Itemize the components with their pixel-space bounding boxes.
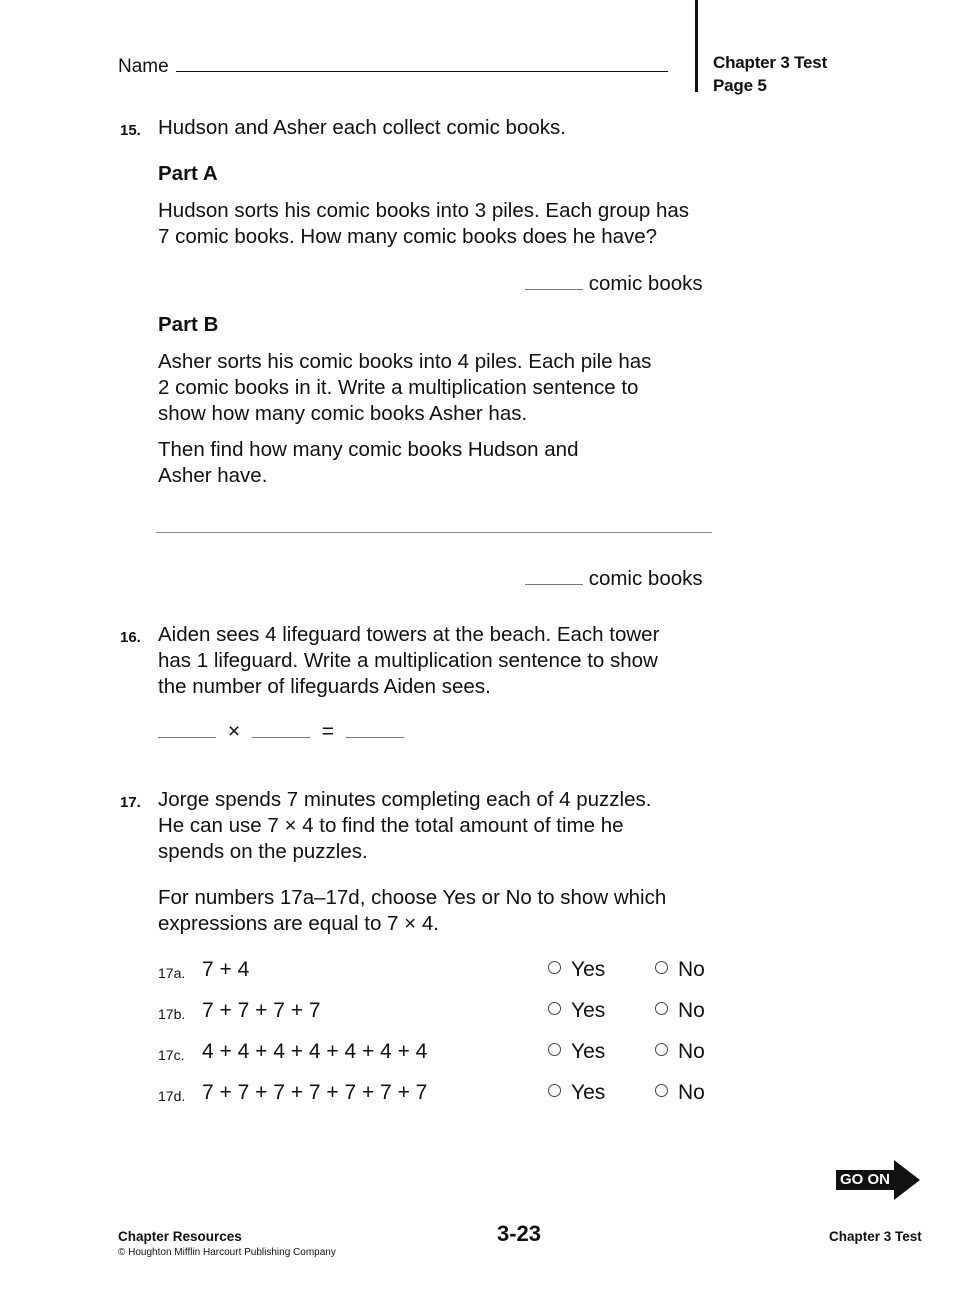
part-b-unit: comic books (588, 567, 703, 590)
yes-label: Yes (571, 1040, 606, 1063)
item-expression: 7 + 7 + 7 + 7 (202, 999, 321, 1022)
part-b-line-4: Then find how many comic books Hudson and (158, 438, 579, 461)
part-b-line-2: 2 comic books in it. Write a multiplication sentence to (158, 376, 639, 399)
radio-circle-icon[interactable] (655, 1043, 668, 1056)
part-a-answer (525, 272, 703, 296)
item-label: 17d. (158, 1088, 186, 1104)
radio-circle-icon[interactable] (548, 1043, 561, 1056)
part-a-line-2: 7 comic books. How many comic books does he have? (158, 225, 658, 248)
no-option[interactable] (655, 1081, 705, 1105)
footer-right: Chapter 3 Test (829, 1229, 922, 1244)
radio-circle-icon[interactable] (655, 961, 668, 974)
page-label: Page 5 (713, 76, 767, 95)
part-a-unit: comic books (588, 272, 703, 295)
part-b-line-3: show how many comic books Asher has. (158, 402, 528, 425)
item-expression: 4 + 4 + 4 + 4 + 4 + 4 + 4 (202, 1040, 428, 1063)
item-label: 17b. (158, 1006, 186, 1022)
part-b-sentence-line[interactable] (156, 532, 712, 533)
yes-label: Yes (571, 958, 606, 981)
question-17-line-2: He can use 7 × 4 to find the total amount of time he (158, 814, 624, 837)
part-b-line-5: Asher have. (158, 464, 268, 487)
item-expression: 7 + 4 (202, 958, 250, 981)
item-label: 17c. (158, 1047, 185, 1063)
no-label: No (678, 958, 705, 981)
question-17-number: 17. (120, 794, 141, 811)
question-15-number: 15. (120, 122, 141, 139)
go-on-arrow (836, 1160, 920, 1200)
part-a-answer-blank[interactable] (525, 288, 583, 290)
question-17-line-4: For numbers 17a–17d, choose Yes or No to show which (158, 886, 667, 909)
question-16-number: 16. (120, 629, 141, 646)
no-label: No (678, 999, 705, 1022)
name-label: Name (118, 56, 169, 77)
item-expression: 7 + 7 + 7 + 7 + 7 + 7 + 7 (202, 1081, 428, 1104)
radio-circle-icon[interactable] (548, 961, 561, 974)
part-b-line-1: Asher sorts his comic books into 4 piles. Each pile has (158, 350, 652, 373)
choice-row (158, 1081, 718, 1109)
no-option[interactable] (655, 958, 705, 982)
factor-1-blank[interactable] (158, 736, 216, 738)
page-number: 3-23 (497, 1221, 542, 1246)
part-a-title: Part A (158, 162, 218, 185)
yes-option[interactable] (548, 1040, 605, 1064)
choice-row (158, 958, 718, 986)
copyright: © Houghton Mifflin Harcourt Publishing Company (118, 1247, 336, 1258)
part-b-answer (525, 567, 703, 591)
yes-label: Yes (571, 999, 606, 1022)
radio-circle-icon[interactable] (655, 1084, 668, 1097)
yes-option[interactable] (548, 999, 605, 1023)
go-on-label: GO ON (840, 1171, 891, 1188)
no-option[interactable] (655, 1040, 705, 1064)
question-16-line-3: the number of lifeguards Aiden sees. (158, 675, 491, 698)
name-field[interactable] (176, 71, 668, 72)
question-17-line-5: expressions are equal to 7 × 4. (158, 912, 439, 935)
product-blank[interactable] (346, 736, 404, 738)
part-a-line-1: Hudson sorts his comic books into 3 piles. Each group has (158, 199, 689, 222)
footer-left: Chapter Resources (118, 1229, 242, 1244)
no-label: No (678, 1081, 705, 1104)
question-16-equation (158, 720, 404, 744)
radio-circle-icon[interactable] (548, 1002, 561, 1015)
question-16-line-1: Aiden sees 4 lifeguard towers at the beach. Each tower (158, 623, 660, 646)
question-16-line-2: has 1 lifeguard. Write a multiplication sentence to show (158, 649, 658, 672)
times-sign: × (227, 720, 241, 743)
part-b-title: Part B (158, 313, 219, 336)
no-option[interactable] (655, 999, 705, 1023)
radio-circle-icon[interactable] (655, 1002, 668, 1015)
part-b-answer-blank[interactable] (525, 583, 583, 585)
yes-label: Yes (571, 1081, 606, 1104)
factor-2-blank[interactable] (252, 736, 310, 738)
item-label: 17a. (158, 965, 186, 981)
choice-row (158, 1040, 718, 1068)
question-15-stem: Hudson and Asher each collect comic books. (158, 116, 566, 139)
header-divider (695, 0, 698, 92)
yes-option[interactable] (548, 1081, 605, 1105)
no-label: No (678, 1040, 705, 1063)
yes-option[interactable] (548, 958, 605, 982)
test-title: Chapter 3 Test (713, 53, 828, 72)
choice-row (158, 999, 718, 1027)
equals-sign: = (321, 720, 335, 743)
question-17-line-3: spends on the puzzles. (158, 840, 368, 863)
radio-circle-icon[interactable] (548, 1084, 561, 1097)
question-17-line-1: Jorge spends 7 minutes completing each of 4 puzzles. (158, 788, 652, 811)
